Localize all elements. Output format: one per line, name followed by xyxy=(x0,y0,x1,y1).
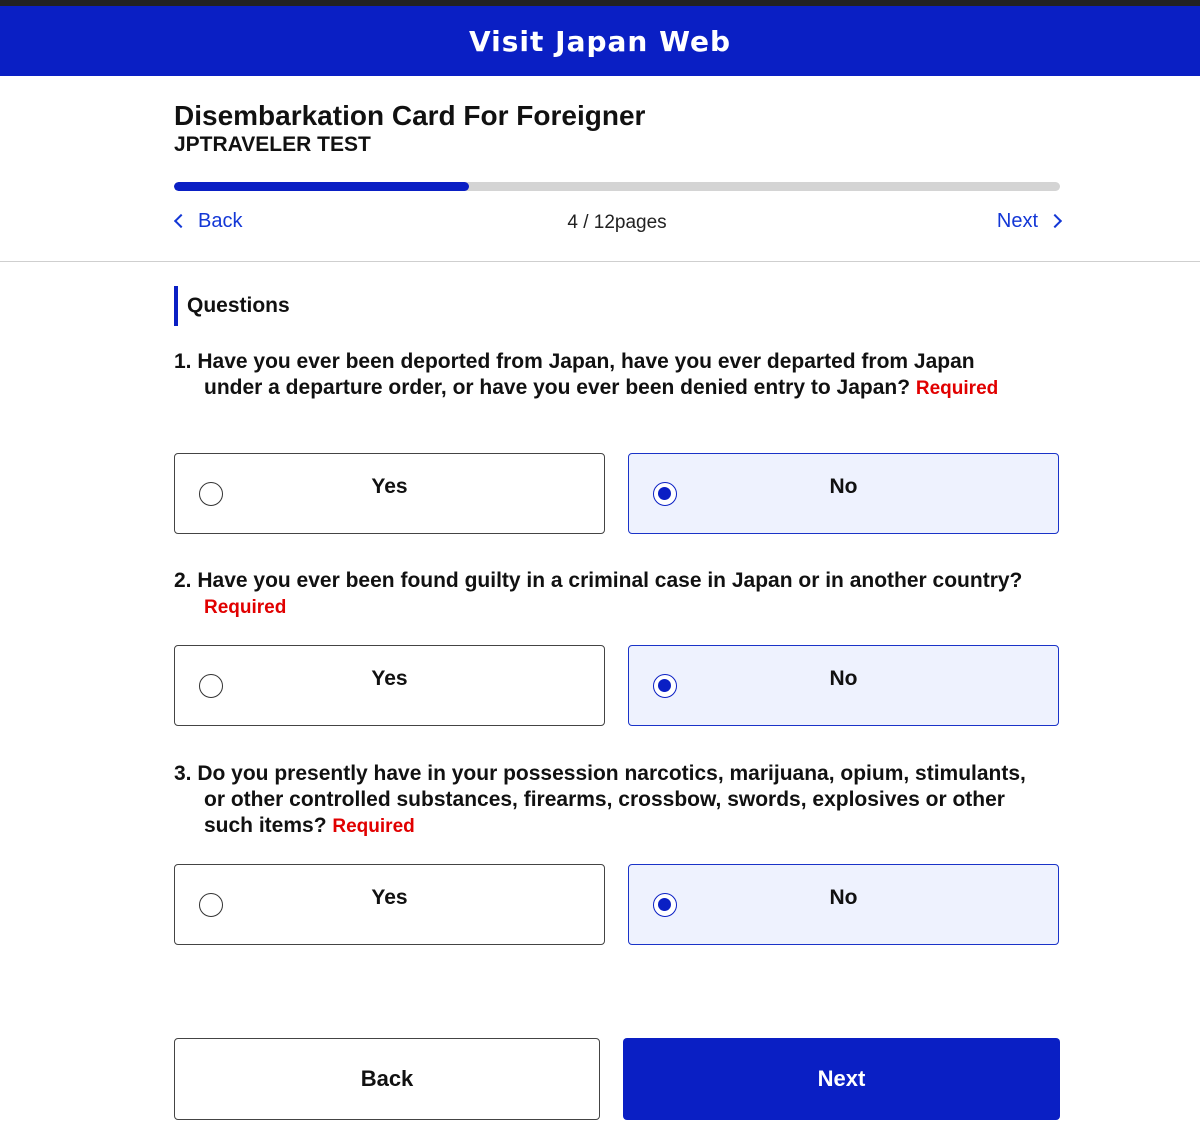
question-3-option-yes[interactable] xyxy=(174,864,605,945)
question-3-text: 3. Do you presently have in your possession narcotics, marijuana, opium, stimulants, or other controlled substances, firearms, crossbow, swords, explosives or other such items? xyxy=(174,762,1026,837)
question-1-text: 1. Have you ever been deported from Japan, have you ever departed from Japan under a departure order, or have you ever been denied entry to Japan? xyxy=(174,350,975,399)
chevron-right-icon xyxy=(1048,214,1062,228)
question-2-option-no[interactable] xyxy=(628,645,1059,726)
option-label: Yes xyxy=(371,475,408,498)
header-divider xyxy=(0,261,1200,262)
question-1-option-no[interactable] xyxy=(628,453,1059,534)
required-badge: Required xyxy=(915,378,999,399)
question-1-option-yes[interactable] xyxy=(174,453,605,534)
top-next-label: Next xyxy=(996,209,1038,232)
option-label: Yes xyxy=(371,886,408,909)
option-label: Yes xyxy=(371,667,408,690)
required-badge: Required xyxy=(332,816,415,837)
question-3-option-no[interactable] xyxy=(628,864,1059,945)
option-label: No xyxy=(829,667,858,690)
top-back-label: Back xyxy=(198,209,243,232)
progress-bar xyxy=(174,182,1060,191)
progress-bar-fill xyxy=(174,182,469,191)
question-2-option-yes[interactable] xyxy=(174,645,605,726)
next-button[interactable]: Next xyxy=(623,1038,1060,1120)
traveler-name: JPTRAVELER TEST xyxy=(174,133,371,156)
option-label: No xyxy=(829,886,858,909)
section-heading: Questions xyxy=(174,286,290,326)
top-next-link[interactable] xyxy=(997,206,1060,236)
page-counter: 4 / 12pages xyxy=(567,212,667,233)
page-title: Disembarkation Card For Foreigner xyxy=(174,100,646,131)
question-2 xyxy=(174,568,1034,621)
question-2-text: 2. Have you ever been found guilty in a criminal case in Japan or in another country? xyxy=(174,569,1023,592)
question-1 xyxy=(174,349,1034,402)
back-button[interactable]: Back xyxy=(174,1038,600,1120)
question-3 xyxy=(174,761,1034,840)
option-label: No xyxy=(829,475,858,498)
required-badge: Required xyxy=(204,597,287,618)
app-title: Visit Japan Web xyxy=(468,24,732,58)
app-header xyxy=(0,6,1200,76)
